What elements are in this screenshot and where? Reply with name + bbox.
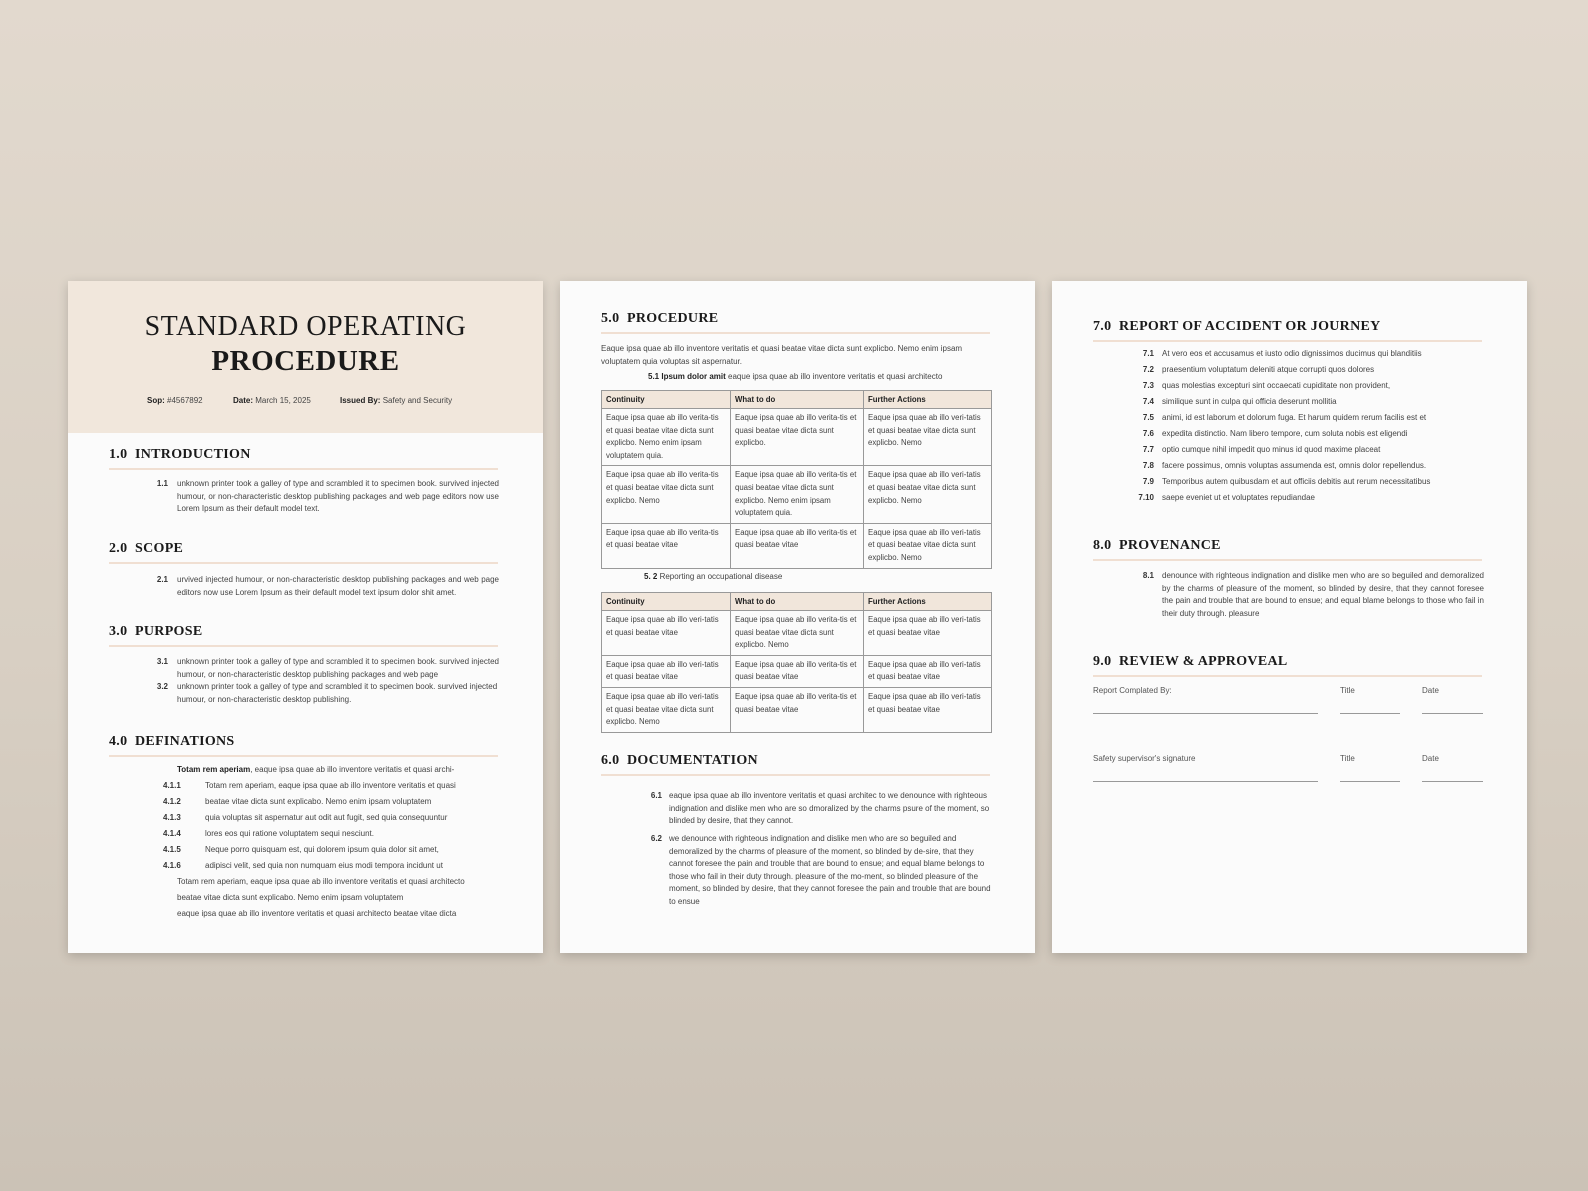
item-text: At vero eos et accusamus et iusto odio dignissimos ducimus qui blanditiis bbox=[1162, 349, 1422, 358]
table-cell: Eaque ipsa quae ab illo verita-tis et quasi beatae vitae bbox=[731, 523, 864, 568]
item-number: 1.1 bbox=[156, 479, 168, 488]
document-title-line1: STANDARD OPERATING bbox=[144, 311, 467, 342]
table-cell: Eaque ipsa quae ab illo verita-tis et quasi beatae vitae bbox=[731, 655, 864, 687]
column-header: What to do bbox=[731, 593, 864, 611]
item-number: 4.1.4 bbox=[163, 829, 181, 838]
table-header-row bbox=[602, 391, 992, 409]
item-text: adipisci velit, sed quia non numquam eius modi tempora incidunt ut bbox=[205, 861, 443, 870]
table-header-row bbox=[602, 593, 992, 611]
issued-label: Issued By: bbox=[340, 396, 381, 405]
section-heading-report-of-accident: 7.0 REPORT OF ACCIDENT OR JOURNEY bbox=[1093, 319, 1381, 334]
item-number: 7.5 bbox=[1142, 413, 1154, 422]
section-rule bbox=[601, 774, 990, 776]
table-cell: Eaque ipsa quae ab illo veri-tatis et quasi beatae vitae dicta sunt explicbo. Nemo bbox=[864, 466, 992, 523]
page-3 bbox=[1052, 281, 1527, 953]
report-completed-by-field[interactable] bbox=[1093, 713, 1318, 714]
item-text: denounce with righteous indignation and dislike men who are so beguiled and demoralized by the charms of pleasure of the moment, so blinded by desire, that they cannot foresee the pain and trouble that are bound to ensue; and equal blame belongs to those who fail in their duty through. pleasure bbox=[1162, 571, 1484, 618]
title-label: Title bbox=[1340, 686, 1355, 695]
table-row bbox=[602, 655, 992, 687]
procedure-table-1 bbox=[601, 390, 992, 569]
item-number: 6.2 bbox=[650, 834, 662, 843]
item-text: expedita distinctio. Nam libero tempore, cum soluta nobis est eligendi bbox=[1162, 429, 1408, 438]
date-label: Date bbox=[1422, 754, 1439, 763]
procedure-table-2 bbox=[601, 592, 992, 733]
title-field[interactable] bbox=[1340, 713, 1400, 714]
item-text: urvived injected humour, or non-characteristic desktop publishing packages and web page editors now use Lorem Ipsum as their default model text ipsum dolor shit amet. bbox=[177, 575, 499, 597]
table-row bbox=[602, 409, 992, 466]
table-row bbox=[602, 687, 992, 732]
section-heading-procedure: 5.0 PROCEDURE bbox=[601, 311, 719, 326]
item-number: 7.10 bbox=[1138, 493, 1154, 502]
item-number: 7.6 bbox=[1142, 429, 1154, 438]
table-cell: Eaque ipsa quae ab illo verita-tis et quasi beatae vitae dicta sunt explicbo. Nemo bbox=[602, 466, 731, 523]
title-field[interactable] bbox=[1340, 781, 1400, 782]
section-rule bbox=[1093, 675, 1482, 677]
table-cell: Eaque ipsa quae ab illo verita-tis et quasi beatae vitae dicta sunt explicbo. Nemo enim ipsam voluptatem quia. bbox=[731, 466, 864, 523]
table-cell: Eaque ipsa quae ab illo veri-tatis et quasi beatae vitae bbox=[864, 687, 992, 732]
column-header: Continuity bbox=[602, 593, 731, 611]
item-number: 7.2 bbox=[1142, 365, 1154, 374]
column-header: What to do bbox=[731, 391, 864, 409]
title-label: Title bbox=[1340, 754, 1355, 763]
section-rule bbox=[109, 562, 498, 564]
item-text: optio cumque nihil impedit quo minus id quod maxime placeat bbox=[1162, 445, 1381, 454]
item-text: saepe eveniet ut et voluptates repudiandae bbox=[1162, 493, 1316, 502]
column-header: Continuity bbox=[602, 391, 731, 409]
item-text: beatae vitae dicta sunt explicabo. Nemo enim ipsam voluptatem bbox=[205, 797, 432, 806]
table-row bbox=[602, 523, 992, 568]
column-header: Further Actions bbox=[864, 593, 992, 611]
item-text: praesentium voluptatum deleniti atque corrupti quos dolores bbox=[1162, 365, 1375, 374]
page-2 bbox=[560, 281, 1035, 953]
item-text: unknown printer took a galley of type and scrambled it to specimen book. survived injected humour, or non-characteristic desktop publishing packages and web page bbox=[177, 657, 499, 679]
table-cell: Eaque ipsa quae ab illo verita-tis et quasi beatae vitae dicta sunt explicbo. Nemo enim ipsam voluptatem quia. bbox=[602, 409, 731, 466]
item-text: unknown printer took a galley of type and scrambled it to specimen book. survived injected humour, or non-characteristic desktop publishing packages and web page editors now use Lorem Ipsum as their default model text. bbox=[177, 479, 499, 514]
table-cell: Eaque ipsa quae ab illo veri-tatis et quasi beatae vitae dicta sunt explicbo. Nemo bbox=[602, 687, 731, 732]
definitions-text: Totam rem aperiam, eaque ipsa quae ab illo inventore veritatis et quasi architecto bbox=[177, 877, 465, 886]
item-number: 4.1.6 bbox=[163, 861, 181, 870]
procedure-intro: Eaque ipsa quae ab illo inventore veritatis et quasi beatae vitae dicta sunt explicbo. Nemo enim ipsam voluptatem quia voluptas sit aspernatur. bbox=[601, 344, 963, 366]
item-text: eaque ipsa quae ab illo inventore veritatis et quasi architec to we denounce with righteous indignation and dislike men who are so dmoralized by the charms psure of the moment, so blinded by desire, that they cannot. bbox=[669, 791, 990, 826]
section-heading-introduction: 1.0 INTRODUCTION bbox=[109, 447, 251, 462]
definitions-text: eaque ipsa quae ab illo inventore veritatis et quasi architecto beatae vitae dicta bbox=[177, 909, 457, 918]
date-value: March 15, 2025 bbox=[255, 396, 311, 405]
definitions-lead: Totam rem aperiam, eaque ipsa quae ab illo inventore veritatis et quasi archi- bbox=[177, 765, 455, 774]
table-cell: Eaque ipsa quae ab illo veri-tatis et quasi beatae vitae bbox=[864, 611, 992, 656]
section-heading-definations: 4.0 DEFINATIONS bbox=[109, 734, 235, 749]
item-text: quia voluptas sit aspernatur aut odit aut fugit, sed quia consequuntur bbox=[205, 813, 448, 822]
section-rule bbox=[109, 645, 498, 647]
date-field[interactable] bbox=[1422, 713, 1483, 714]
item-number: 7.9 bbox=[1142, 477, 1154, 486]
item-number: 8.1 bbox=[1142, 571, 1154, 580]
section-rule bbox=[109, 755, 498, 757]
section-rule bbox=[1093, 340, 1482, 342]
section-heading-purpose: 3.0 PURPOSE bbox=[109, 624, 203, 639]
item-number: 6.1 bbox=[650, 791, 662, 800]
item-text: unknown printer took a galley of type and scrambled it to specimen book. survived injected humour, or non-characteristic desktop publishing. bbox=[177, 682, 498, 704]
date-label: Date bbox=[1422, 686, 1439, 695]
table-row bbox=[602, 466, 992, 523]
item-number: 7.7 bbox=[1142, 445, 1154, 454]
table-cell: Eaque ipsa quae ab illo verita-tis et quasi beatae vitae bbox=[602, 523, 731, 568]
section-rule bbox=[601, 332, 990, 334]
item-text: lores eos qui ratione voluptatem sequi nesciunt. bbox=[205, 829, 374, 838]
safety-supervisor-signature-label: Safety supervisor's signature bbox=[1093, 754, 1196, 763]
item-number: 4.1.5 bbox=[163, 845, 181, 854]
item-number: 4.1.3 bbox=[163, 813, 181, 822]
item-number: 4.1.2 bbox=[163, 797, 181, 806]
item-number: 3.2 bbox=[156, 682, 168, 691]
subsection-5-1: 5.1 Ipsum dolor amit eaque ipsa quae ab illo inventore veritatis et quasi architecto bbox=[648, 372, 943, 381]
safety-supervisor-signature-field[interactable] bbox=[1093, 781, 1318, 782]
subsection-5-2: 5. 2 Reporting an occupational disease bbox=[644, 572, 783, 581]
table-cell: Eaque ipsa quae ab illo verita-tis et quasi beatae vitae bbox=[731, 687, 864, 732]
section-heading-review-approval: 9.0 REVIEW & APPROVEAL bbox=[1093, 654, 1288, 669]
sop-value: #4567892 bbox=[167, 396, 203, 405]
item-number: 7.8 bbox=[1142, 461, 1154, 470]
item-text: similique sunt in culpa qui officia deserunt mollitia bbox=[1162, 397, 1337, 406]
table-cell: Eaque ipsa quae ab illo verita-tis et quasi beatae vitae dicta sunt explicbo. Nemo bbox=[731, 611, 864, 656]
item-text: Neque porro quisquam est, qui dolorem ipsum quia dolor sit amet, bbox=[205, 845, 439, 854]
section-heading-scope: 2.0 SCOPE bbox=[109, 541, 184, 556]
table-cell: Eaque ipsa quae ab illo veri-tatis et quasi beatae vitae bbox=[602, 611, 731, 656]
date-label: Date: bbox=[233, 396, 254, 405]
sop-label: Sop: bbox=[147, 396, 165, 405]
table-cell: Eaque ipsa quae ab illo veri-tatis et quasi beatae vitae dicta sunt explicbo. Nemo bbox=[864, 523, 992, 568]
item-text: Temporibus autem quibusdam et aut officiis debitis aut rerum necessitatibus bbox=[1162, 477, 1431, 486]
issued-by bbox=[340, 396, 452, 405]
section-heading-documentation: 6.0 DOCUMENTATION bbox=[601, 753, 758, 768]
issue-date bbox=[233, 396, 311, 405]
section-rule bbox=[1093, 559, 1482, 561]
item-text: animi, id est laborum et dolorum fuga. Et harum quidem rerum facilis est et bbox=[1162, 413, 1427, 422]
table-row bbox=[602, 611, 992, 656]
item-text: quas molestias excepturi sint occaecati cupiditate non provident, bbox=[1162, 381, 1391, 390]
date-field[interactable] bbox=[1422, 781, 1483, 782]
document-title-line2: PROCEDURE bbox=[211, 345, 400, 377]
page-1 bbox=[68, 281, 543, 953]
table-cell: Eaque ipsa quae ab illo veri-tatis et quasi beatae vitae bbox=[602, 655, 731, 687]
report-completed-by-label: Report Complated By: bbox=[1093, 686, 1172, 695]
definitions-text: beatae vitae dicta sunt explicabo. Nemo enim ipsam voluptatem bbox=[177, 893, 404, 902]
issued-value: Safety and Security bbox=[382, 396, 453, 405]
table-cell: Eaque ipsa quae ab illo verita-tis et quasi beatae vitae dicta sunt explicbo. bbox=[731, 409, 864, 466]
item-number: 7.4 bbox=[1142, 397, 1154, 406]
item-text: we denounce with righteous indignation and dislike men who are so beguiled and demoralized by the charms of pleasure of the moment, so blinded by de-sire, that they cannot foresee the pain and trouble that are bound to ensue; and equal blame belongs to those who fail in their duty through. pleasure of the mo-ment, so blinded pleasure of the moment, so blinded by desire, that they cannot foresee the pain and trouble that are bound to ensue bbox=[669, 834, 991, 906]
item-number: 4.1.1 bbox=[163, 781, 181, 790]
table-cell: Eaque ipsa quae ab illo veri-tatis et quasi beatae vitae bbox=[864, 655, 992, 687]
section-rule bbox=[109, 468, 498, 470]
section-heading-provenance: 8.0 PROVENANCE bbox=[1093, 538, 1221, 553]
sop-number bbox=[147, 396, 203, 405]
column-header: Further Actions bbox=[864, 391, 992, 409]
table-cell: Eaque ipsa quae ab illo veri-tatis et quasi beatae vitae dicta sunt explicbo. Nemo bbox=[864, 409, 992, 466]
item-number: 7.3 bbox=[1142, 381, 1154, 390]
item-number: 7.1 bbox=[1142, 349, 1154, 358]
item-text: Totam rem aperiam, eaque ipsa quae ab illo inventore veritatis et quasi bbox=[205, 781, 456, 790]
item-number: 2.1 bbox=[156, 575, 168, 584]
item-number: 3.1 bbox=[156, 657, 168, 666]
cover-header bbox=[68, 281, 543, 433]
item-text: facere possimus, omnis voluptas assumenda est, omnis dolor repellendus. bbox=[1162, 461, 1427, 470]
